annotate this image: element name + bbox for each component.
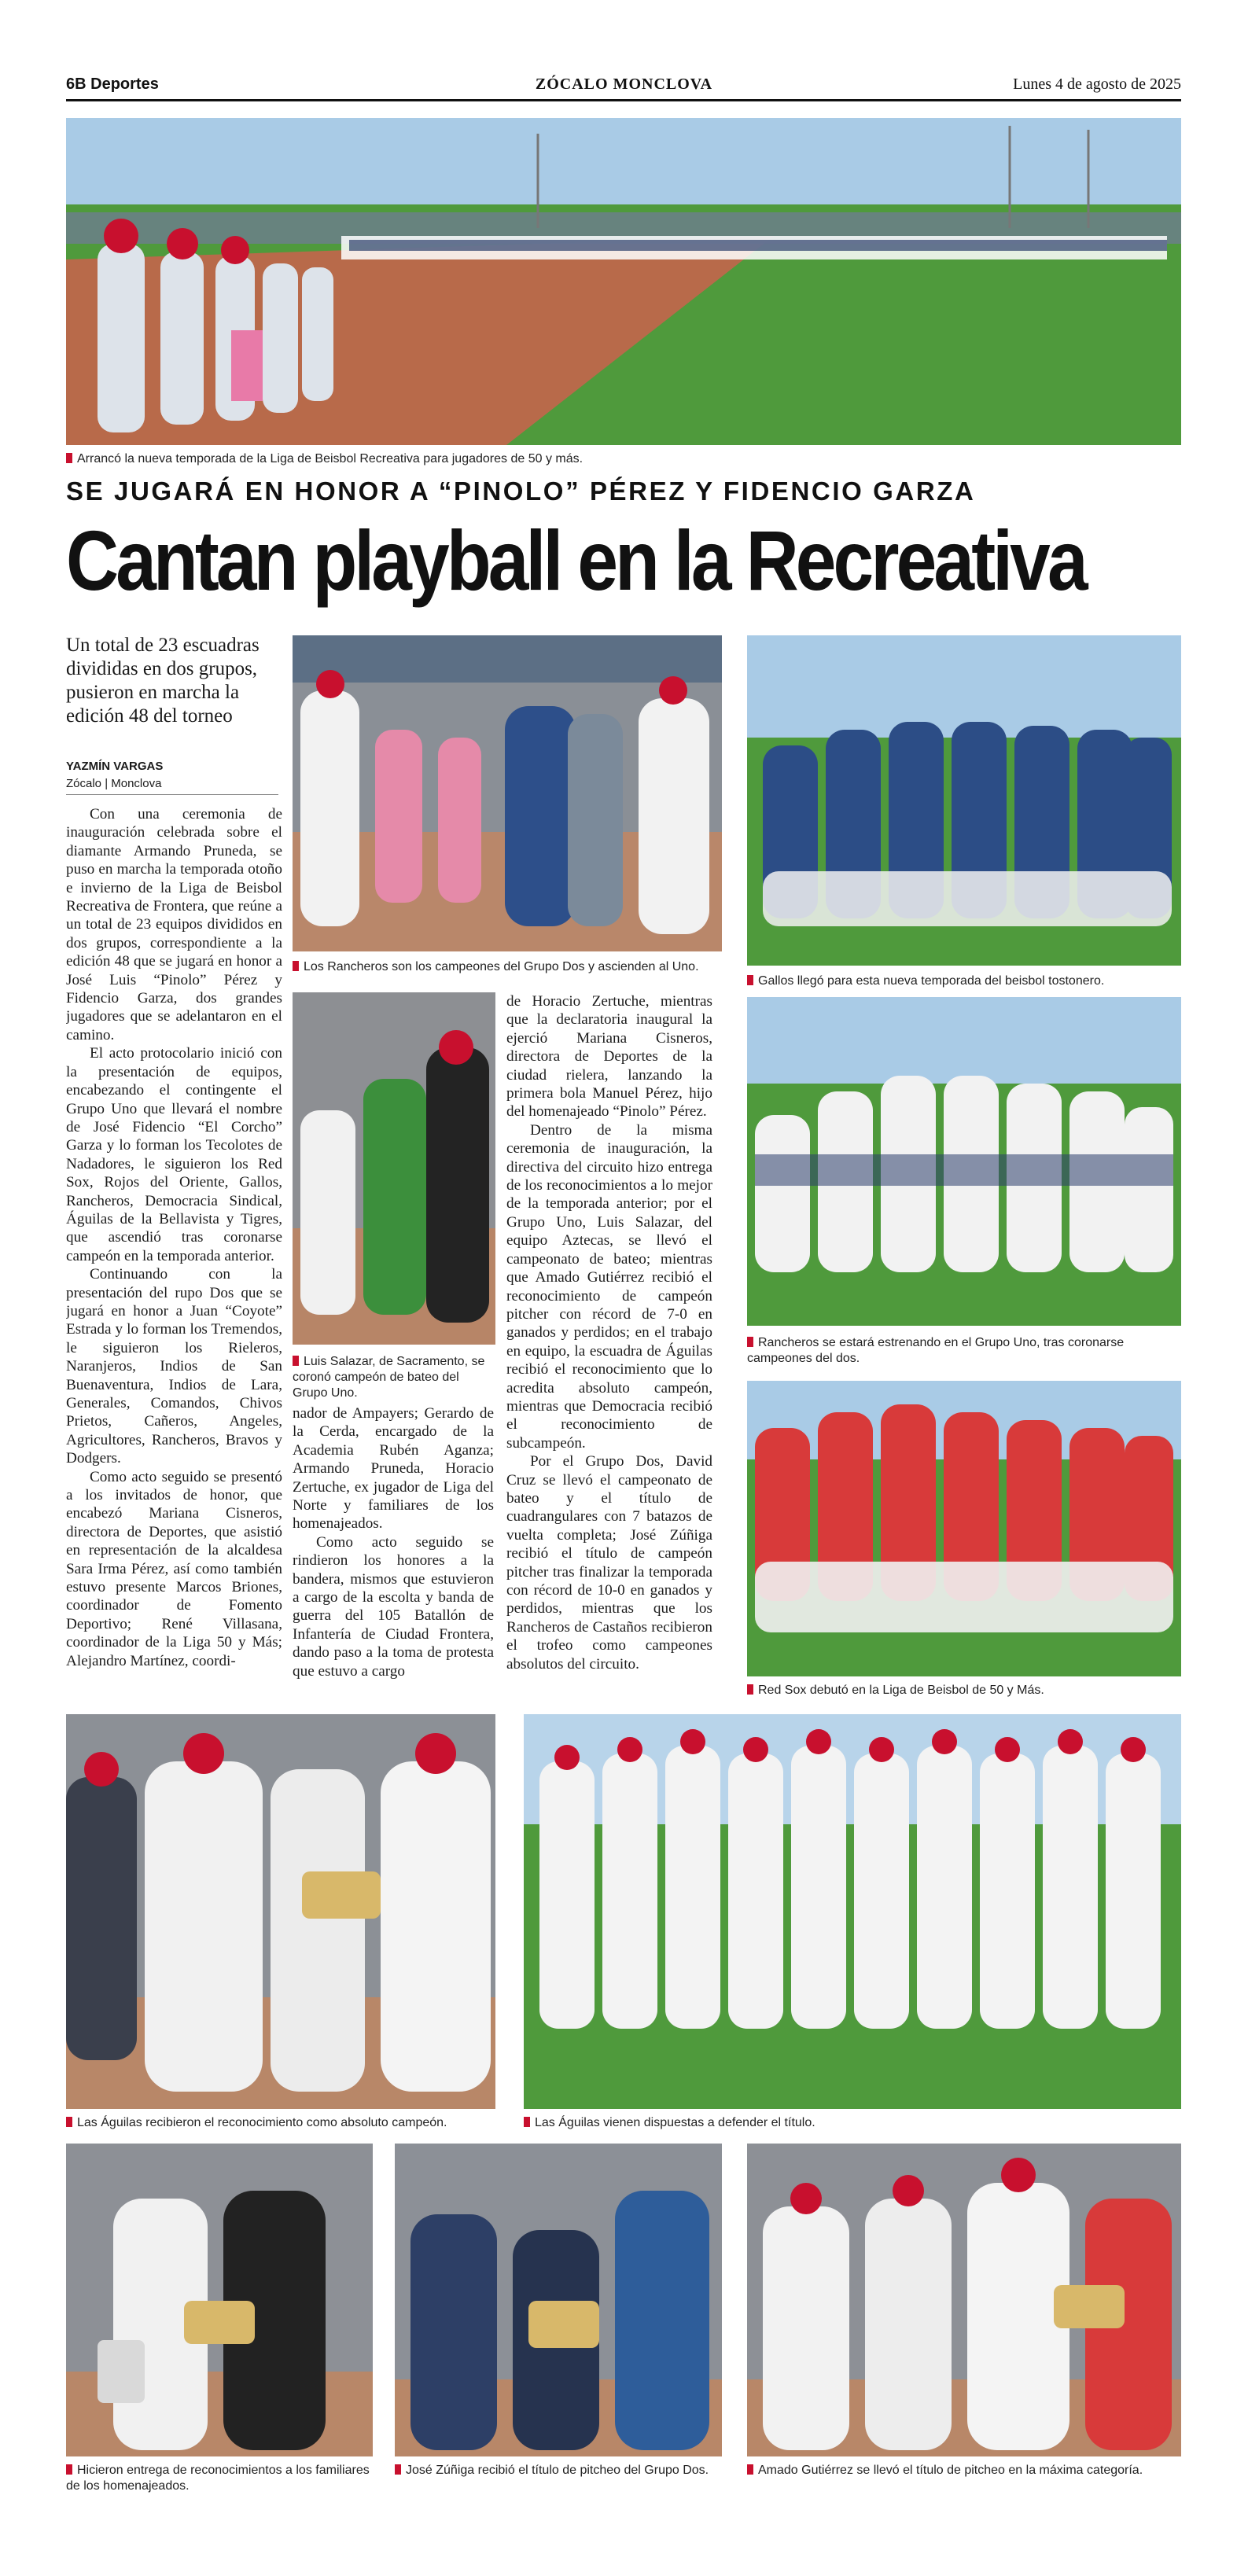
- photo-red-sox: [747, 1381, 1181, 1676]
- paragraph: Con una ceremonia de inauguración celebrada sobre el diamante Armando Pruneda, se puso en marcha la temporada otoño e invierno de la Liga de Beisbol Recreativa de Frontera, que reúne a un total de 23 equipos divididos en dos grupos, correspondiente a la edición 48 que se jugará en honor a José Luis “Pinolo” Pérez y Fidencio Garza, dos grandes jugadores que se adelantaron en el camino.: [66, 806, 282, 1043]
- kicker: SE JUGARÁ EN HONOR A “PINOLO” PÉREZ Y FIDENCIO GARZA: [66, 477, 976, 506]
- caption-marker: [395, 2464, 401, 2475]
- caption-marker: [66, 2464, 72, 2475]
- caption-gallos: [747, 973, 1181, 989]
- photo-opening-ceremony: [66, 118, 1181, 445]
- photo-jose-zuniga: [395, 2144, 722, 2456]
- paragraph: Por el Grupo Dos, David Cruz se llevó el campeonato de bateo y el título de cuadrangulares con 7 batazos de vuelta completa; José Zúñiga recibió el título de campeón pitcher tras finalizar la temporada con récord de 10-0 en ganados y perdidos, mientras que los Rancheros de Castaños recibieron el trofeo como campeones absolutos del circuito.: [506, 1453, 712, 1673]
- paragraph: El acto protocolario inició con la presentación de equipos, encabezando el contingente el Grupo Uno que llevará el nombre de José Fidencio “El Corcho” Garza y lo forman los Tecolotes de Nadadores, le siguieron los Red Sox, Rojos del Oriente, Gallos, Rancheros, Democracia Sindical, Águilas de la Bellavista y Tigres, que ascendió tras coronarse campeón en la temporada anterior.: [66, 1045, 282, 1264]
- caption-text: Amado Gutiérrez se llevó el título de pitcheo en la máxima categoría.: [758, 2464, 1143, 2477]
- caption-luis-salazar: [293, 1354, 495, 1401]
- caption-text: Gallos llegó para esta nueva temporada del beisbol tostonero.: [758, 974, 1105, 988]
- byline-author: YAZMÍN VARGAS: [66, 760, 164, 773]
- article-column-2: [293, 1404, 494, 1684]
- caption-red-sox: [747, 1683, 1181, 1698]
- caption-aguilas-titulo: [524, 2115, 1181, 2131]
- caption-amado-gutierrez: [747, 2463, 1181, 2478]
- article-column-3: [506, 992, 712, 1684]
- caption-top-photo: [66, 451, 1181, 467]
- caption-marker: [293, 961, 299, 971]
- subheadline: Un total de 23 escuadras divididas en dos grupos, pusieron en marcha la edición 48 del torneo: [66, 635, 260, 727]
- photo-familiares: [66, 2144, 373, 2456]
- photo-aguilas-titulo: [524, 1714, 1181, 2109]
- caption-text: Red Sox debutó en la Liga de Beisbol de 50 y Más.: [758, 1684, 1044, 1697]
- headline: Cantan playball en la Recreativa: [66, 513, 1085, 608]
- paragraph: Como acto seguido se rindieron los honores a la bandera, mismos que estuvieron a cargo de la escolta y banda de guerra del 105 Batallón de Infantería de Ciudad Frontera, dando paso a la toma de protesta que estuvo a cargo: [293, 1533, 494, 1680]
- paragraph: Dentro de la misma ceremonia de inauguración, la directiva del circuito hizo entrega de los reconocimientos a lo mejor de la temporada anterior; por el Grupo Uno, Luis Salazar, del equipo Aztecas, se llevó el campeonato de bateo; mientras que Amado Gutiérrez recibió el reconocimiento de campeón pitcher con récord de 7-0 en ganados y perdidos; en el trabajo en equipo, la escuadra de Águilas recibió el reconocimiento que lo acredita absoluto campeón, mientras que Democracia recibió el reconocimiento de subcampeón.: [506, 1121, 712, 1452]
- caption-marker: [66, 2117, 72, 2127]
- photo-rancheros-campeones: [293, 635, 722, 951]
- photo-gallos-team: [747, 635, 1181, 966]
- caption-marker: [66, 453, 72, 463]
- photo-luis-salazar: [293, 992, 495, 1345]
- paragraph: nador de Ampayers; Gerardo de la Cerda, encargado de la Academia Rubén Aganza; Armando Pruneda, Horacio Zertuche, ex jugador de Liga del Norte y familiares de los homenajeados.: [293, 1405, 494, 1533]
- caption-marker: [747, 1337, 753, 1347]
- section-label: 6B Deportes: [66, 75, 159, 93]
- caption-text: Las Águilas vienen dispuestas a defender el título.: [535, 2116, 815, 2129]
- paragraph: Como acto seguido se presentó a los invitados de honor, que encabezó Mariana Cisneros, directora de Deportes, que asistió en representación de la alcaldesa Sara Irma Pérez, así como también estuvo presente Marcos Briones, coordinador de Fomento Deportivo; René Villasana, coordinador de la Liga 50 y Más; Alejandro Martínez, coordi-: [66, 1468, 282, 1669]
- header-rule: [66, 99, 1181, 101]
- caption-marker: [747, 1684, 753, 1695]
- caption-jose-zuniga: [395, 2463, 722, 2478]
- caption-text: Los Rancheros son los campeones del Grupo Dos y ascienden al Uno.: [304, 960, 699, 973]
- caption-text: José Zúñiga recibió el título de pitcheo del Grupo Dos.: [406, 2464, 709, 2477]
- photo-amado-gutierrez: [747, 2144, 1181, 2456]
- caption-rancheros-campeones: [293, 959, 722, 975]
- caption-text: Rancheros se estará estrenando en el Grupo Uno, tras coronarse campeones del dos.: [747, 1336, 1125, 1365]
- caption-marker: [747, 2464, 753, 2475]
- photo-rancheros-grupo-uno: [747, 997, 1181, 1326]
- byline-rule: [66, 794, 278, 795]
- caption-marker: [293, 1356, 299, 1366]
- caption-aguilas-reconocimiento: [66, 2115, 495, 2131]
- byline-place: Zócalo | Monclova: [66, 777, 162, 790]
- caption-text: Arrancó la nueva temporada de la Liga de Beisbol Recreativa para jugadores de 50 y más.: [77, 452, 584, 466]
- caption-familiares: [66, 2463, 373, 2494]
- caption-text: Las Águilas recibieron el reconocimiento como absoluto campeón.: [77, 2116, 447, 2129]
- newspaper-name: ZÓCALO MONCLOVA: [535, 75, 713, 93]
- paragraph: de Horacio Zertuche, mientras que la declaratoria inaugural la ejerció Mariana Cisneros, directora de Deportes de la ciudad rielera, lanzando la primera bola Manuel Pérez, hijo del homenajeado “Pinolo” Pérez.: [506, 993, 712, 1121]
- caption-text: Luis Salazar, de Sacramento, se coronó campeón de bateo del Grupo Uno.: [293, 1355, 485, 1400]
- caption-text: Hicieron entrega de reconocimientos a los familiares de los homenajeados.: [66, 2464, 370, 2493]
- caption-marker: [524, 2117, 530, 2127]
- article-column-1: [66, 805, 282, 1684]
- photo-aguilas-reconocimiento: [66, 1714, 495, 2109]
- issue-date: Lunes 4 de agosto de 2025: [1013, 75, 1181, 93]
- caption-marker: [747, 975, 753, 985]
- paragraph: Continuando con la presentación del rupo Dos que se jugará en honor a Juan “Coyote” Estrada y lo forman los Tremendos, le siguieron los Rieleros, Naranjeros, Indios de San Buenaventura, Indios de Lara, Generales, Comandos, Chivos Prietos, Cañeros, Angeles, Agricultores, Rancheros, Bravos y Dodgers.: [66, 1266, 282, 1467]
- caption-rancheros-grupo-uno: [747, 1335, 1181, 1367]
